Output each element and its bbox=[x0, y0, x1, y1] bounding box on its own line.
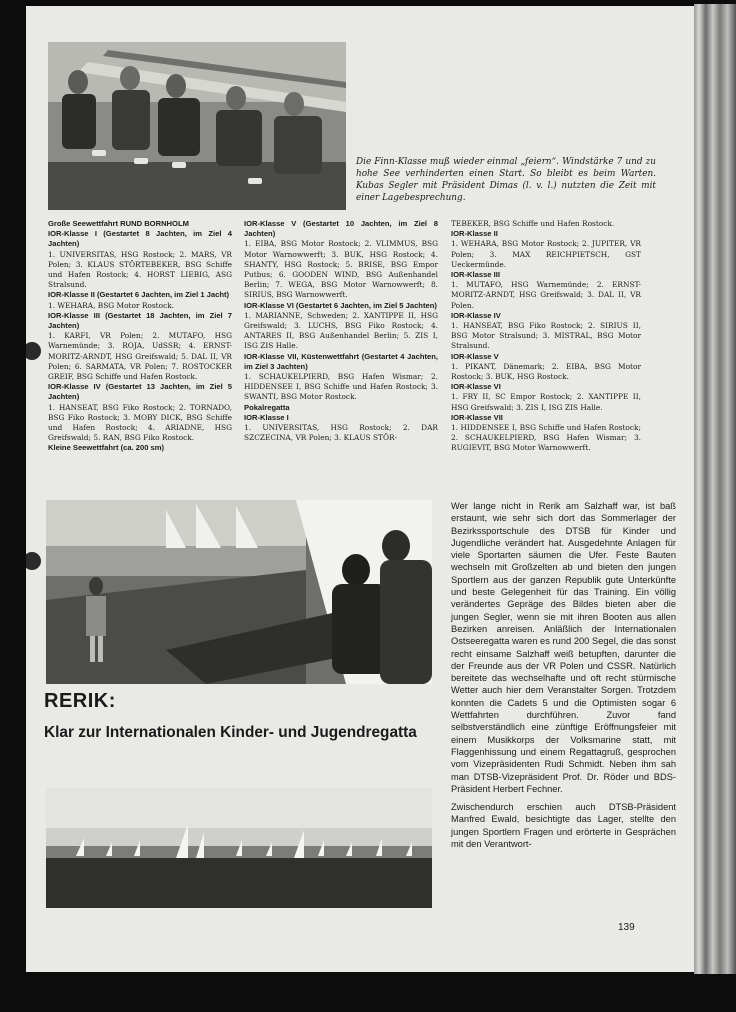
binding-hole-icon bbox=[26, 552, 41, 570]
results-heading: IOR-Klasse II (Gestartet 6 Jachten, im Ziel 1 Jacht) bbox=[48, 290, 230, 300]
photo-regatta-shore bbox=[46, 500, 432, 684]
photo-sailors bbox=[48, 42, 346, 210]
results-heading: IOR-Klasse I bbox=[244, 412, 289, 422]
results-column-2 bbox=[244, 219, 438, 443]
results-entry: 1. SCHAUKELPIERD, BSG Hafen Wismar; 2. HIDDENSEE I, BSG Schiffe und Hafen Rostock; 3. SWANTI, BSG Motor Rostock. bbox=[244, 372, 438, 402]
results-heading: IOR-Klasse III (Gestartet 18 Jachten, im Ziel 7 Jachten) bbox=[48, 310, 232, 331]
results-entry: 1. EIBA, BSG Motor Rostock; 2. VLIMMUS, BSG Motor Warnowwerft; 3. BUK, HSG Rostock; 4. SHANTY, HSG Rostock; 5. BRISE, BSG Empor Putbus; 6. GOODEN WIND, BSG Außenhandel Berlin; 7. WEGA, BSG Motor Warnowwerft; 8. SIRIUS, BSG Warnowwerft. bbox=[244, 239, 438, 300]
results-entry: 1. UNIVERSITAS, HSG Rostock; 2. MARS, VR Polen; 3. KLAUS STÖRTEBEKER, BSG Schiffe und Hafen Rostock; 4. HORST LIEBIG, ASG Stralsund. bbox=[48, 249, 232, 290]
article-kicker: RERIK: bbox=[44, 690, 116, 712]
results-heading: IOR-Klasse I (Gestartet 8 Jachten, im Ziel 4 Jachten) bbox=[48, 229, 232, 249]
results-entry: 1. PIKANT, Dänemark; 2. EIBA, BSG Motor Rostock; 3. BUK, HSG Rostock. bbox=[451, 361, 641, 382]
results-column-1 bbox=[48, 219, 232, 454]
results-heading: IOR-Klasse VII bbox=[451, 412, 503, 422]
results-entry: 1. HANSEAT, BSG Fiko Rostock; 2. TORNADO, BSG Fiko Rostock; 3. MOBY DICK, BSG Schiffe und Hafen Rostock; 4. ARIADNE, HSG Greifswald; 5. RAN, BSG Fiko Rostock. bbox=[48, 402, 232, 443]
results-entry: 1. HIDDENSEE I, BSG Schiffe und Hafen Rostock; 2. SCHAUKELPIERD, BSG Hafen Wismar; 3. RUGIEVIT, BSG Motor Warnowwerft. bbox=[451, 423, 641, 453]
results-heading: IOR-Klasse VI (Gestartet 6 Jachten, im Ziel 5 Jachten) bbox=[244, 300, 437, 310]
results-entry: 1. HANSEAT, BSG Fiko Rostock; 2. SIRIUS II, BSG Motor Stralsund; 3. MISTRAL, BSG Motor Stralsund. bbox=[451, 321, 641, 351]
results-heading: Kleine Seewettfahrt (ca. 200 sm) bbox=[48, 443, 165, 453]
article-body bbox=[451, 500, 676, 856]
results-heading: IOR-Klasse IV bbox=[451, 310, 501, 320]
results-heading: Große Seewettfahrt RUND BORNHOLM bbox=[48, 219, 189, 228]
magazine-page bbox=[26, 6, 694, 972]
photo-regatta-fleet-image bbox=[46, 788, 432, 908]
page-number: 139 bbox=[618, 922, 635, 933]
results-entry: 1. UNIVERSITAS, HSG Rostock; 2. DAR SZCZECINA, VR Polen; 3. KLAUS STÖR- bbox=[244, 423, 438, 443]
results-entry: 1. MARIANNE, Schweden; 2. XANTIPPE II, HSG Greifswald; 3. LUCHS, BSG Fiko Rostock; 4. ANTARES II, BSG Außenhandel Berlin; 5. ZIS I, ISG ZIS Halle. bbox=[244, 310, 438, 351]
results-heading: IOR-Klasse IV (Gestartet 13 Jachten, im Ziel 5 Jachten) bbox=[48, 382, 232, 402]
results-heading: IOR-Klasse V bbox=[451, 351, 499, 361]
results-heading: IOR-Klasse II bbox=[451, 229, 498, 239]
results-entry: 1. KARFI, VR Polen; 2. MUTAFO, HSG Warnemünde; 3. ROJA, UdSSR; 4. ERNST-MORITZ-ARNDT, HSG Greifswald; 5. DAL II, VR Polen; 6. SARMATA, VR Polen; 7. ROSTOCKER GREIF, BSG Schiffe und Hafen Rostock. bbox=[48, 331, 232, 382]
results-entry: 1. WEHARA, BSG Motor Rostock. bbox=[48, 300, 175, 310]
results-heading: IOR-Klasse VII, Küstenwettfahrt (Gestartet 4 Jachten, im Ziel 3 Jachten) bbox=[244, 351, 438, 371]
results-heading: IOR-Klasse V (Gestartet 10 Jachten, im Ziel 8 Jachten) bbox=[244, 219, 438, 239]
results-heading: IOR-Klasse III bbox=[451, 270, 500, 280]
results-entry: 1. FRY II, SC Empor Rostock; 2. XANTIPPE II, HSG Greifswald; 3. ZIS I, ISG ZIS Halle. bbox=[451, 392, 641, 412]
results-heading: Pokalregatta bbox=[244, 402, 290, 412]
results-heading: IOR-Klasse VI bbox=[451, 382, 501, 392]
article-paragraph-1: Wer lange nicht in Rerik am Salzhaff war, ist baß erstaunt, wie sehr sich dort das Sommerlager der Bezirkssportschule des DTSB für Kinder und Jugendliche verändert hat. Ausgedehnte Anlagen für viele Sportarten säumen die Ufer. Feste Bauten wechseln mit Großzelten ab und bieten den jungen Sportlern aus der ganzen Republik gute Unterkünfte und beste Gelegenheit für das Training. Ein völlig verändertes Gepräge des Bildes bieten aber die jungen Segler, wenn sie mit ihren Booten aus allen Bezirken anreisen. Anläßlich der Internationalen Ostseeregatta waren es rund 200 Segel, die das sonst recht einsame Salzhaff weiß betupften, darunter die der Freunde aus der VR Polen und CSSR. Natürlich bereitete das wechselhafte und oft recht stürmische Wetter auch hier dem Veranstalter Sorgen. Trotzdem konnten die Cadets 5 und die Optimisten sogar 6 Wettfahrten durchführen. Zuvor fand selbstverständlich eine zünftige Eröffnungsfeier mit einem Musikkorps der Volksmarine statt, mit Flaggenhissung und einem Regattagruß, gesprochen vom Vizepräsidenten Rudi Schmidt. Neben ihm sah man DTSB-Vizepräsident Prof. Dr. Röder und BDS-Präsident Herbert Fechner. bbox=[451, 501, 676, 794]
book-spine bbox=[694, 4, 736, 974]
photo-regatta-fleet bbox=[46, 788, 432, 908]
photo-sailors-image bbox=[48, 42, 346, 210]
article-headline: Klar zur Internationalen Kinder- und Jugendregatta bbox=[44, 724, 417, 741]
photo-caption: Die Finn-Klasse muß wieder einmal „feiern“. Windstärke 7 und zu hohe See verhinderten einen Start. So bleibt es beim Warten. Kubas Segler mit Präsident Dimas (l. v. l.) nutzten die Zeit mit einer Lagebesprechung. bbox=[356, 157, 656, 203]
results-entry: TEBEKER, BSG Schiffe und Hafen Rostock. bbox=[451, 219, 615, 228]
article-paragraph-2: Zwischendurch erschien auch DTSB-Präsident Manfred Ewald, besichtigte das Lager, stellte den jungen Sportlern Fragen und erörterte in Gesprächen mit den Verantwort- bbox=[451, 802, 676, 850]
results-entry: 1. MUTAFO, HSG Warnemünde; 2. ERNST-MORITZ-ARNDT, HSG Greifswald; 3. DAL II, VR Polen. bbox=[451, 280, 641, 310]
results-entry: 1. WEHARA, BSG Motor Rostock; 2. JUPITER, VR Polen; 3. MAX REICHPIETSCH, GST Ueckermünde. bbox=[451, 239, 641, 269]
photo-regatta-shore-image bbox=[46, 500, 432, 684]
results-column-3 bbox=[451, 219, 641, 454]
binding-hole-icon bbox=[26, 342, 41, 360]
